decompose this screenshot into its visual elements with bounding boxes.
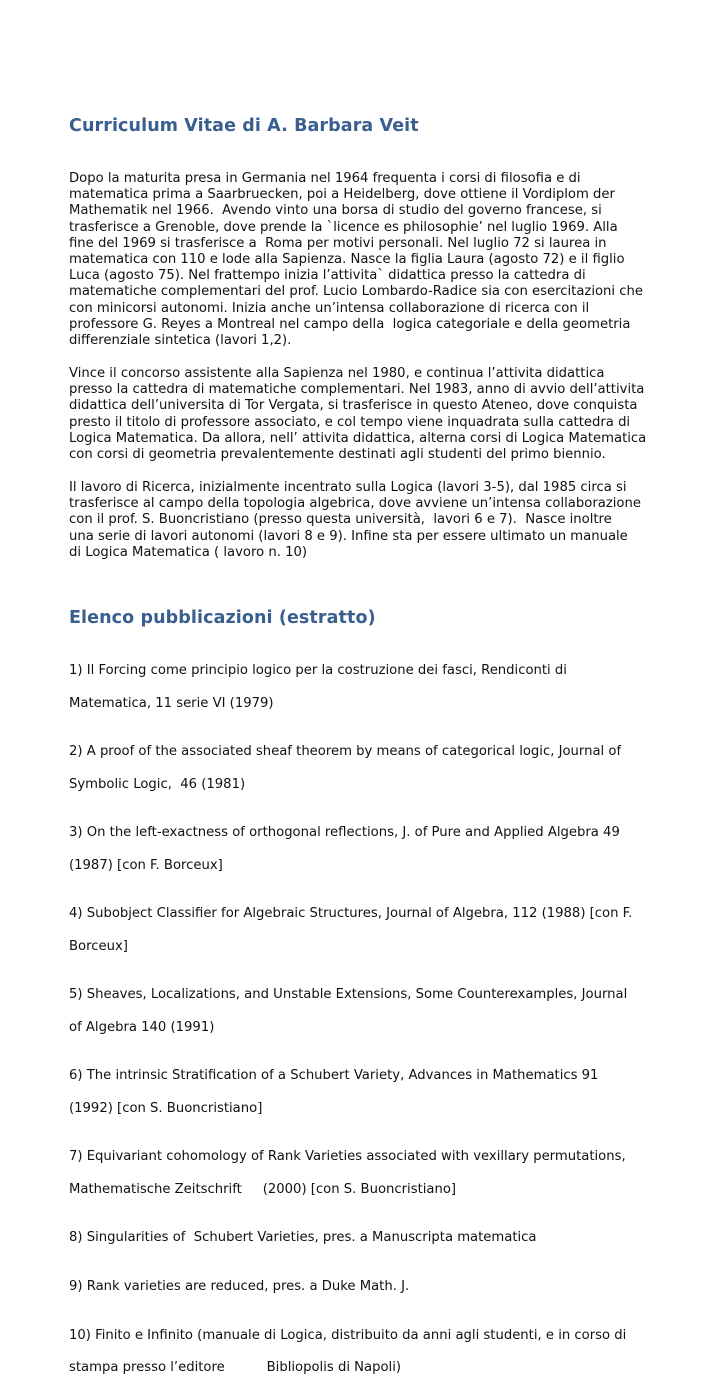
publication-item <box>69 971 669 1052</box>
publication-line: 8) Singularities of Schubert Varieties, pres. a Manuscripta matematica <box>69 1230 537 1246</box>
paragraph-line: di Logica Matematica ( lavoro n. 10) <box>69 544 308 560</box>
paragraph-line: Luca (agosto 75). Nel frattempo inizia l’attivita` didattica presso la cattedra di <box>69 268 586 284</box>
publication-item <box>69 1133 669 1214</box>
publication-line: 5) Sheaves, Localizations, and Unstable Extensions, Some Counterexamples, Journal <box>69 987 628 1003</box>
paragraph-line: una serie di lavori autonomi (lavori 8 e 9). Infine sta per essere ultimato un manuale <box>69 528 628 544</box>
publication-list <box>69 647 669 1392</box>
paragraph-line: Dopo la maturita presa in Germania nel 1964 frequenta i corsi di filosofia e di <box>69 171 581 186</box>
paragraph-line: trasferisce a Grenoble, dove prende la `licence es philosophie’ nel luglio 1969. Alla <box>69 219 618 235</box>
paragraph-line: trasferisce al campo della topologia algebrica, dove avviene un’intensa collaborazione <box>69 496 641 512</box>
paragraph-line: Logica Matematica. Da allora, nell’ attivita didattica, alterna corsi di Logica Matematica <box>69 430 647 446</box>
publication-line: 10) Finito e Infinito (manuale di Logica, distribuito da anni agli studenti, e in corso di <box>69 1327 627 1343</box>
publication-item <box>69 1311 669 1392</box>
publication-item <box>69 809 669 890</box>
paragraph-line: didattica dell’universita di Tor Vergata, si trasferisce in questo Ateneo, dove conquista <box>69 398 638 414</box>
publication-line: (1992) [con S. Buoncristiano] <box>69 1100 263 1116</box>
publication-line: 6) The intrinsic Stratification of a Schubert Variety, Advances in Mathematics 91 <box>69 1068 599 1084</box>
paragraph-line: con il prof. S. Buoncristiano (presso questa università, lavori 6 e 7). Nasce inoltre <box>69 512 612 528</box>
publication-line: 3) On the left-exactness of orthogonal reflections, J. of Pure and Applied Algebra 49 <box>69 825 620 841</box>
paragraph-line: fine del 1969 si trasferisce a Roma per motivi personali. Nel luglio 72 si laurea in <box>69 235 607 251</box>
paragraph-line: differenziale sintetica (lavori 1,2). <box>69 333 292 349</box>
publication-line: of Algebra 140 (1991) <box>69 1019 215 1035</box>
paragraph-line: presso la cattedra di matematiche complementari. Nel 1983, anno di avvio dell’attivita <box>69 382 645 398</box>
publication-item <box>69 728 669 809</box>
paragraph-line: Mathematik nel 1966. Avendo vinto una borsa di studio del governo francese, si <box>69 203 602 219</box>
publication-line: (1987) [con F. Borceux] <box>69 857 223 873</box>
publication-line: Borceux] <box>69 938 128 954</box>
publication-line: stampa presso l’editore Bibliopolis di Napoli) <box>69 1359 402 1375</box>
publication-line: Mathematische Zeitschrift (2000) [con S. Buoncristiano] <box>69 1181 457 1197</box>
publication-item <box>69 1214 669 1263</box>
paragraph-line: con minicorsi autonomi. Inizia anche un’intensa collaborazione di ricerca con il <box>69 300 590 316</box>
paragraph-line: matematica prima a Saarbruecken, poi a Heidelberg, dove ottiene il Vordiplom der <box>69 187 615 203</box>
publication-item <box>69 1263 669 1312</box>
publications-title: Elenco pubblicazioni (estratto) <box>69 608 376 628</box>
cv-paragraph <box>69 366 659 463</box>
publication-line: 2) A proof of the associated sheaf theorem by means of categorical logic, Journal of <box>69 744 622 760</box>
cv-title: Curriculum Vitae di A. Barbara Veit <box>69 116 419 136</box>
paragraph-line: Vince il concorso assistente alla Sapienza nel 1980, e continua l’attivita didattica <box>69 366 605 381</box>
publication-line: 4) Subobject Classifier for Algebraic Structures, Journal of Algebra, 112 (1988) [con F. <box>69 906 633 922</box>
publication-line: 7) Equivariant cohomology of Rank Varieties associated with vexillary permutations, <box>69 1149 626 1165</box>
publication-item <box>69 1052 669 1133</box>
paragraph-line: professore G. Reyes a Montreal nel campo della logica categoriale e della geometria <box>69 316 631 332</box>
publication-line: 9) Rank varieties are reduced, pres. a Duke Math. J. <box>69 1278 410 1294</box>
paragraph-line: con corsi di geometria prevalentemente destinati agli studenti del primo biennio. <box>69 447 606 463</box>
publication-line: 1) Il Forcing come principio logico per la costruzione dei fasci, Rendiconti di <box>69 663 567 679</box>
publication-line: Symbolic Logic, 46 (1981) <box>69 776 246 792</box>
publication-item <box>69 890 669 971</box>
publication-item <box>69 647 669 728</box>
cv-paragraph <box>69 480 659 561</box>
paragraph-line: matematiche complementari del prof. Lucio Lombardo-Radice sia con esercitazioni che <box>69 284 643 300</box>
cv-paragraph <box>69 171 659 349</box>
publication-line: Matematica, 11 serie VI (1979) <box>69 695 274 711</box>
paragraph-line: presto il titolo di professore associato, e col tempo viene inquadrata sulla cattedra di <box>69 414 631 430</box>
paragraph-line: matematica con 110 e lode alla Sapienza. Nasce la figlia Laura (agosto 72) e il figlio <box>69 252 625 268</box>
paragraph-line: Il lavoro di Ricerca, inizialmente incentrato sulla Logica (lavori 3-5), dal 1985 circa si <box>69 480 627 495</box>
